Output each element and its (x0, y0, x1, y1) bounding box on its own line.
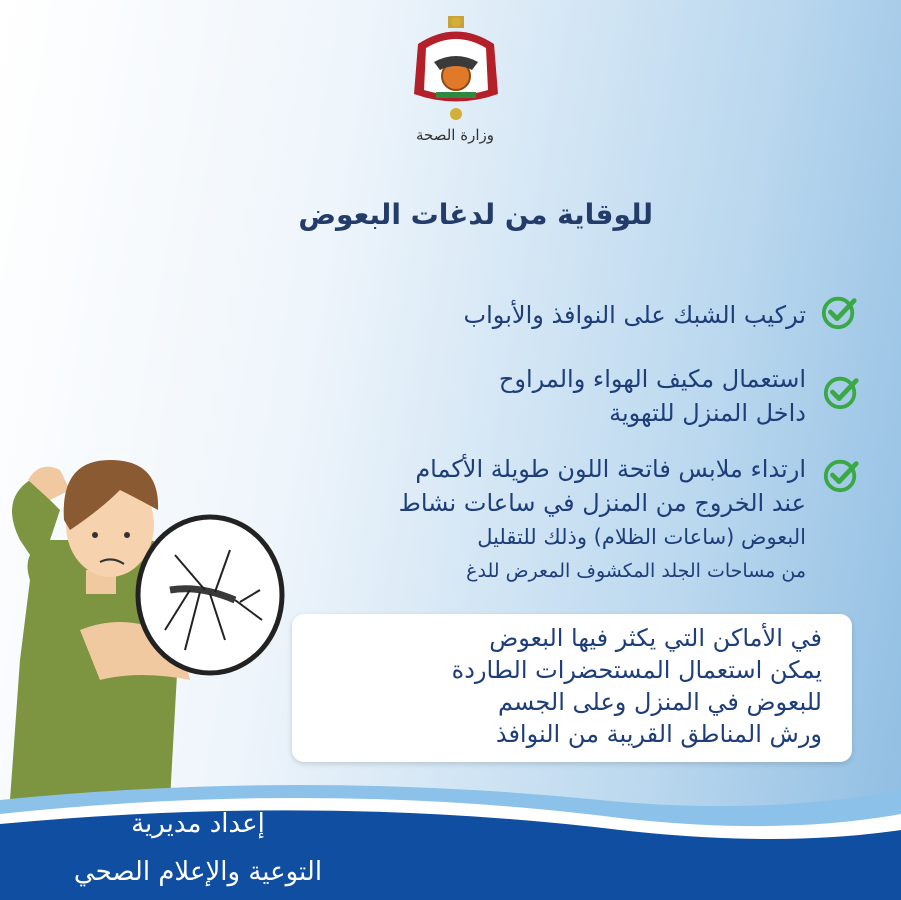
callout-box (292, 614, 852, 762)
check-circle-icon (820, 293, 858, 331)
callout-text (452, 622, 822, 750)
tip-line: تركيب الشبك على النوافذ والأبواب (463, 301, 806, 329)
footer-line: التوعية والإعلام الصحي (73, 857, 323, 887)
tip-1 (464, 298, 806, 332)
coat-of-arms-icon (408, 14, 504, 126)
callout-line: في الأماكن التي يكثر فيها البعوض (489, 624, 822, 652)
check-circle-icon (822, 373, 860, 411)
check-circle-icon (822, 456, 860, 494)
tip-line: ارتداء ملابس فاتحة اللون طويلة الأكمام (415, 455, 806, 483)
callout-line: يمكن استعمال المستحضرات الطاردة (451, 656, 822, 684)
ministry-name: وزارة الصحة (416, 126, 494, 144)
footer-credit (28, 800, 368, 896)
callout-line: ورش المناطق القريبة من النوافذ (495, 720, 822, 748)
tip-line: من مساحات الجلد المكشوف المعرض للدغ (466, 560, 806, 582)
page-title: للوقاية من لدغات البعوض (298, 198, 653, 231)
tip-line: داخل المنزل للتهوية (609, 399, 806, 427)
boy-illustration (0, 440, 300, 800)
footer-line: إعداد مديرية (131, 809, 265, 839)
tip-line: استعمال مكيف الهواء والمراوح (498, 365, 806, 393)
tip-2 (499, 362, 806, 430)
tip-3 (399, 452, 806, 588)
tip-line: البعوض (ساعات الظلام) وذلك للتقليل (477, 525, 806, 549)
tip-line: عند الخروج من المنزل في ساعات نشاط (398, 489, 806, 517)
callout-line: للبعوض في المنزل وعلى الجسم (498, 688, 822, 716)
